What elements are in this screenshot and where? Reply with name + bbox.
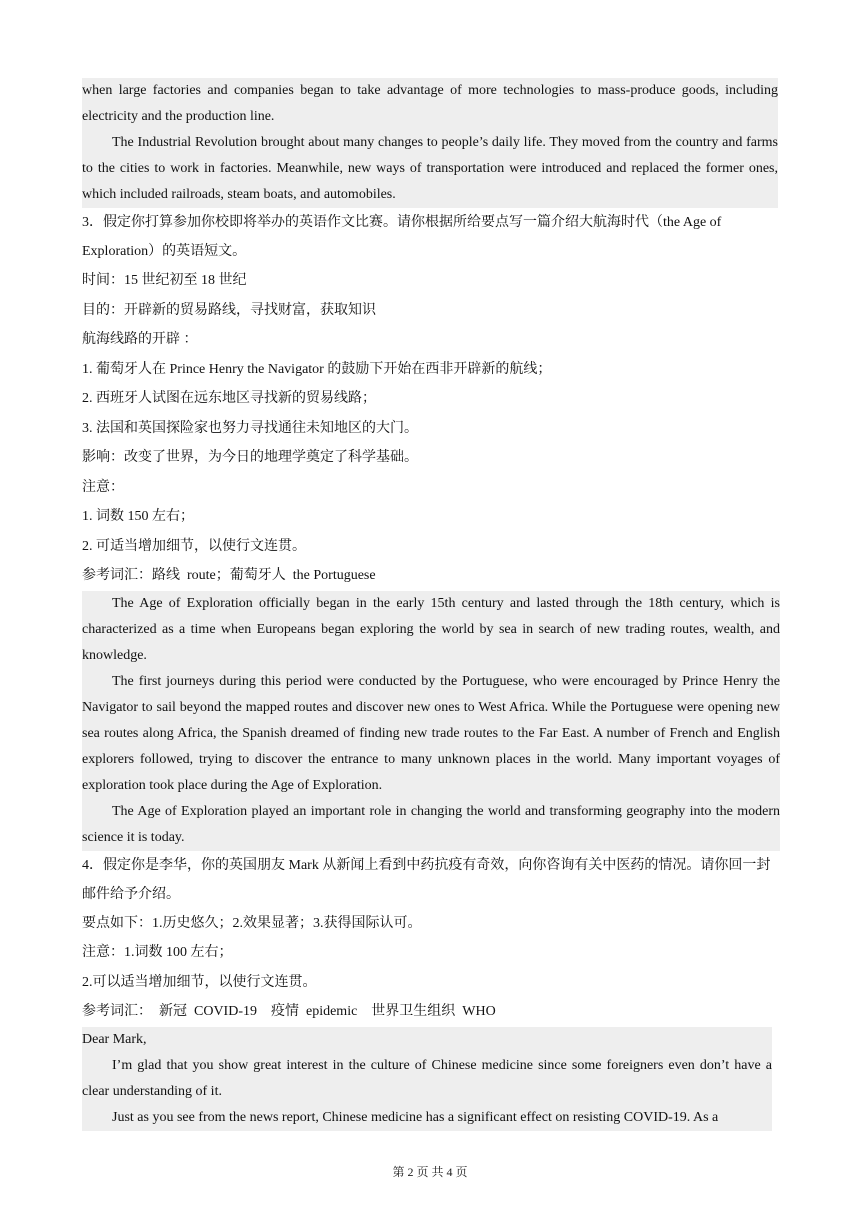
answer-block-industrial — [82, 78, 778, 208]
question-line: 航海线路的开辟 ： — [82, 332, 198, 347]
question-line: 时间：15 世纪初至 18 世纪 — [82, 273, 247, 288]
vocabulary-line: 参考词汇： 新冠 COVID-19 疫情 epidemic 世界卫生组织 WHO — [82, 1004, 496, 1019]
question-line: 注意：1.词数 100 左右； — [82, 945, 233, 960]
question-line: 要点如下：1.历史悠久；2.效果显著；3.获得国际认可。 — [82, 915, 422, 931]
answer-paragraph: The Age of Exploration officially began in the early 15th century and lasted through the 18th century, which is characterized as a time when Europeans began exploring the world by sea in search of new trading routes, wealth, and knowledge. — [82, 595, 780, 663]
question-stem: 4．假定你是李华，你的英国朋友 Mark 从新闻上看到中药抗疫有奇效，向你咨询有关中医药的情况。请你回一封邮件给予介绍。 — [82, 857, 771, 902]
document-page — [82, 78, 780, 1131]
answer-paragraph: The first journeys during this period were conducted by the Portuguese, who were encouraged by Prince Henry the Navigator to sail beyond the mapped routes and discover new ones to West Africa. While the Portuguese were opening new sea routes along Africa, the Spanish dreamed of finding new trade routes to the Far East. A number of French and English explorers followed, trying to discover the entrance to many unknown places in the world. Many important voyages of exploration took place during the Age of Exploration. — [82, 673, 780, 793]
answer-paragraph: Just as you see from the news report, Chinese medicine has a significant effect on resisting COVID-19. As a — [112, 1109, 719, 1125]
question-3 — [82, 208, 780, 591]
question-line: 2. 西班牙人试图在远东地区寻找新的贸易线路； — [82, 391, 376, 406]
answer-paragraph: The Age of Exploration played an important role in changing the world and transforming geography into the modern science it is today. — [82, 803, 780, 845]
answer-paragraph: I’m glad that you show great interest in the culture of Chinese medicine since some foreigners even don’t have a clear understanding of it. — [82, 1057, 772, 1099]
question-stem: 3．假定你打算参加你校即将举办的英语作文比赛。请你根据所给要点写一篇介绍大航海时代（the Age of Exploration）的英语短文。 — [82, 215, 722, 259]
answer-paragraph: The Industrial Revolution brought about many changes to people’s daily life. They moved from the country and farms to the cities to work in factories. Meanwhile, new ways of transportation were introduced and replaced the former ones, which included railroads, steam boats, and automobiles. — [82, 135, 778, 202]
question-4 — [82, 851, 780, 1027]
answer-block-letter — [82, 1027, 772, 1131]
answer-block-exploration — [82, 591, 780, 851]
vocabulary-line: 参考词汇：路线 route；葡萄牙人 the Portuguese — [82, 568, 376, 583]
page-footer: 第 2 页 共 4 页 — [392, 1165, 468, 1179]
question-line: 影响：改变了世界，为今日的地理学奠定了科学基础。 — [82, 450, 418, 465]
question-line: 3. 法国和英国探险家也努力寻找通往未知地区的大门。 — [82, 420, 418, 436]
question-line: 2.可以适当增加细节，以使行文连贯。 — [82, 974, 317, 990]
question-line: 注意： — [82, 479, 124, 495]
answer-paragraph: when large factories and companies began to take advantage of more technologies to mass-produce goods, including electricity and the production line. — [82, 83, 778, 124]
question-line: 1. 词数 150 左右； — [82, 509, 194, 524]
letter-greeting: Dear Mark, — [82, 1031, 147, 1047]
question-line: 1. 葡萄牙人在 Prince Henry the Navigator 的鼓励下开始在西非开辟新的航线； — [82, 361, 552, 377]
question-line: 目的：开辟新的贸易路线，寻找财富，获取知识 — [82, 302, 376, 318]
question-line: 2. 可适当增加细节，以使行文连贯。 — [82, 538, 306, 554]
